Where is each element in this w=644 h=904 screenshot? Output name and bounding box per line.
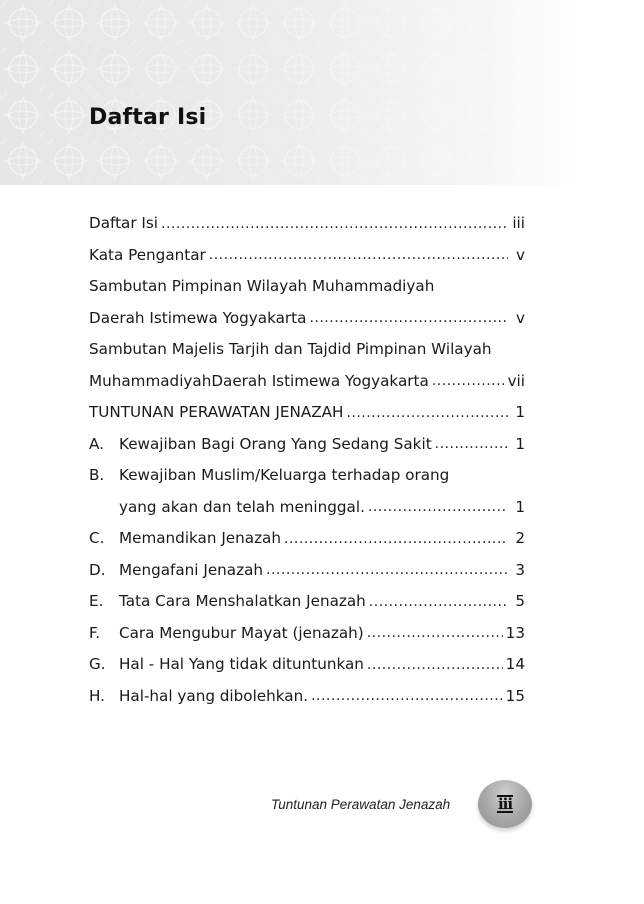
toc-dot-leader: [435, 437, 508, 451]
toc-dot-leader: [346, 406, 508, 420]
page-title: Daftar Isi: [89, 105, 207, 130]
toc-entry-page: 15: [505, 686, 525, 705]
toc-entry: [89, 555, 525, 587]
toc-dot-leader: [368, 500, 508, 514]
toc-entry-page: 1: [515, 434, 525, 453]
toc-entry-letter: H.: [89, 686, 105, 705]
toc-entry-page: 2: [515, 529, 525, 548]
toc-entry-text: Kewajiban Muslim/Keluarga terhadap orang: [119, 466, 450, 485]
toc-entry-page: v: [516, 308, 525, 327]
toc-entry: [89, 334, 525, 366]
toc-dot-leader: [309, 311, 508, 325]
toc-entry-text: Sambutan Pimpinan Wilayah Muhammadiyah: [89, 277, 435, 296]
toc-entry: [89, 303, 525, 335]
toc-dot-leader: [161, 217, 508, 231]
toc-entry-text: Hal-hal yang dibolehkan.: [119, 686, 309, 705]
toc-entry-text: Sambutan Majelis Tarjih dan Tajdid Pimpinan Wilayah: [89, 340, 492, 359]
toc-dot-leader: [311, 689, 503, 703]
ornament-pattern-icon: [0, 0, 644, 185]
toc-entry-page: 13: [505, 623, 525, 642]
toc-dot-leader: [369, 595, 508, 609]
toc-entry: [89, 429, 525, 461]
toc-dot-leader: [367, 626, 503, 640]
toc-entry-text: Kata Pengantar: [89, 245, 206, 264]
toc-entry: [89, 618, 525, 650]
toc-dot-leader: [266, 563, 508, 577]
toc-entry-text: Daftar Isi: [89, 214, 159, 233]
footer-book-title: Tuntunan Perawatan Jenazah: [271, 797, 451, 812]
toc-entry-text: Kewajiban Bagi Orang Yang Sedang Sakit: [119, 434, 432, 453]
toc-entry: [89, 366, 525, 398]
toc-entry-page: 1: [515, 497, 525, 516]
toc-entry-page: 1: [515, 403, 525, 422]
toc-entry-text: MuhammadiyahDaerah Istimewa Yogyakarta: [89, 371, 429, 390]
toc-entry-page: 14: [505, 655, 525, 674]
toc-entry: [89, 649, 525, 681]
header-band: [0, 0, 644, 185]
toc-entry-letter: F.: [89, 623, 101, 642]
toc-entry-text: Memandikan Jenazah: [119, 529, 281, 548]
toc-entry-letter: C.: [89, 529, 105, 548]
toc-dot-leader: [432, 374, 505, 388]
toc-entry-page: 5: [515, 592, 525, 611]
page-number: iii: [497, 795, 513, 813]
toc-entry-text: yang akan dan telah meninggal.: [119, 497, 365, 516]
toc-entry: [89, 523, 525, 555]
toc-entry: [89, 208, 525, 240]
toc-entry: [89, 271, 525, 303]
toc-entry-page: iii: [512, 214, 525, 233]
toc-entry: [89, 460, 525, 492]
toc-entry: [89, 681, 525, 713]
toc-entry-page: v: [516, 245, 525, 264]
toc-entry: [89, 240, 525, 272]
toc-entry-text: Tata Cara Menshalatkan Jenazah: [119, 592, 366, 611]
toc-entry-text: Mengafani Jenazah: [119, 560, 264, 579]
toc-entry-letter: A.: [89, 434, 104, 453]
toc-dot-leader: [284, 532, 508, 546]
toc-entry-text: TUNTUNAN PERAWATAN JENAZAH: [89, 403, 344, 422]
toc-dot-leader: [367, 658, 503, 672]
toc-entry-letter: G.: [89, 655, 106, 674]
toc-entry-letter: D.: [89, 560, 106, 579]
toc-entry: [89, 492, 525, 524]
toc-entry-text: Hal - Hal Yang tidak dituntunkan: [119, 655, 364, 674]
toc-entry-text: Cara Mengubur Mayat (jenazah): [119, 623, 364, 642]
toc-dot-leader: [209, 248, 508, 262]
toc-entry: [89, 586, 525, 618]
toc-entry-text: Daerah Istimewa Yogyakarta: [89, 308, 307, 327]
toc-entry-letter: B.: [89, 466, 105, 485]
toc-entry: [89, 397, 525, 429]
toc-entry-letter: E.: [89, 592, 104, 611]
page-number-badge: [478, 780, 532, 828]
toc-entry-page: 3: [515, 560, 525, 579]
toc-entry-page: vii: [507, 371, 525, 390]
table-of-contents: [89, 208, 525, 712]
